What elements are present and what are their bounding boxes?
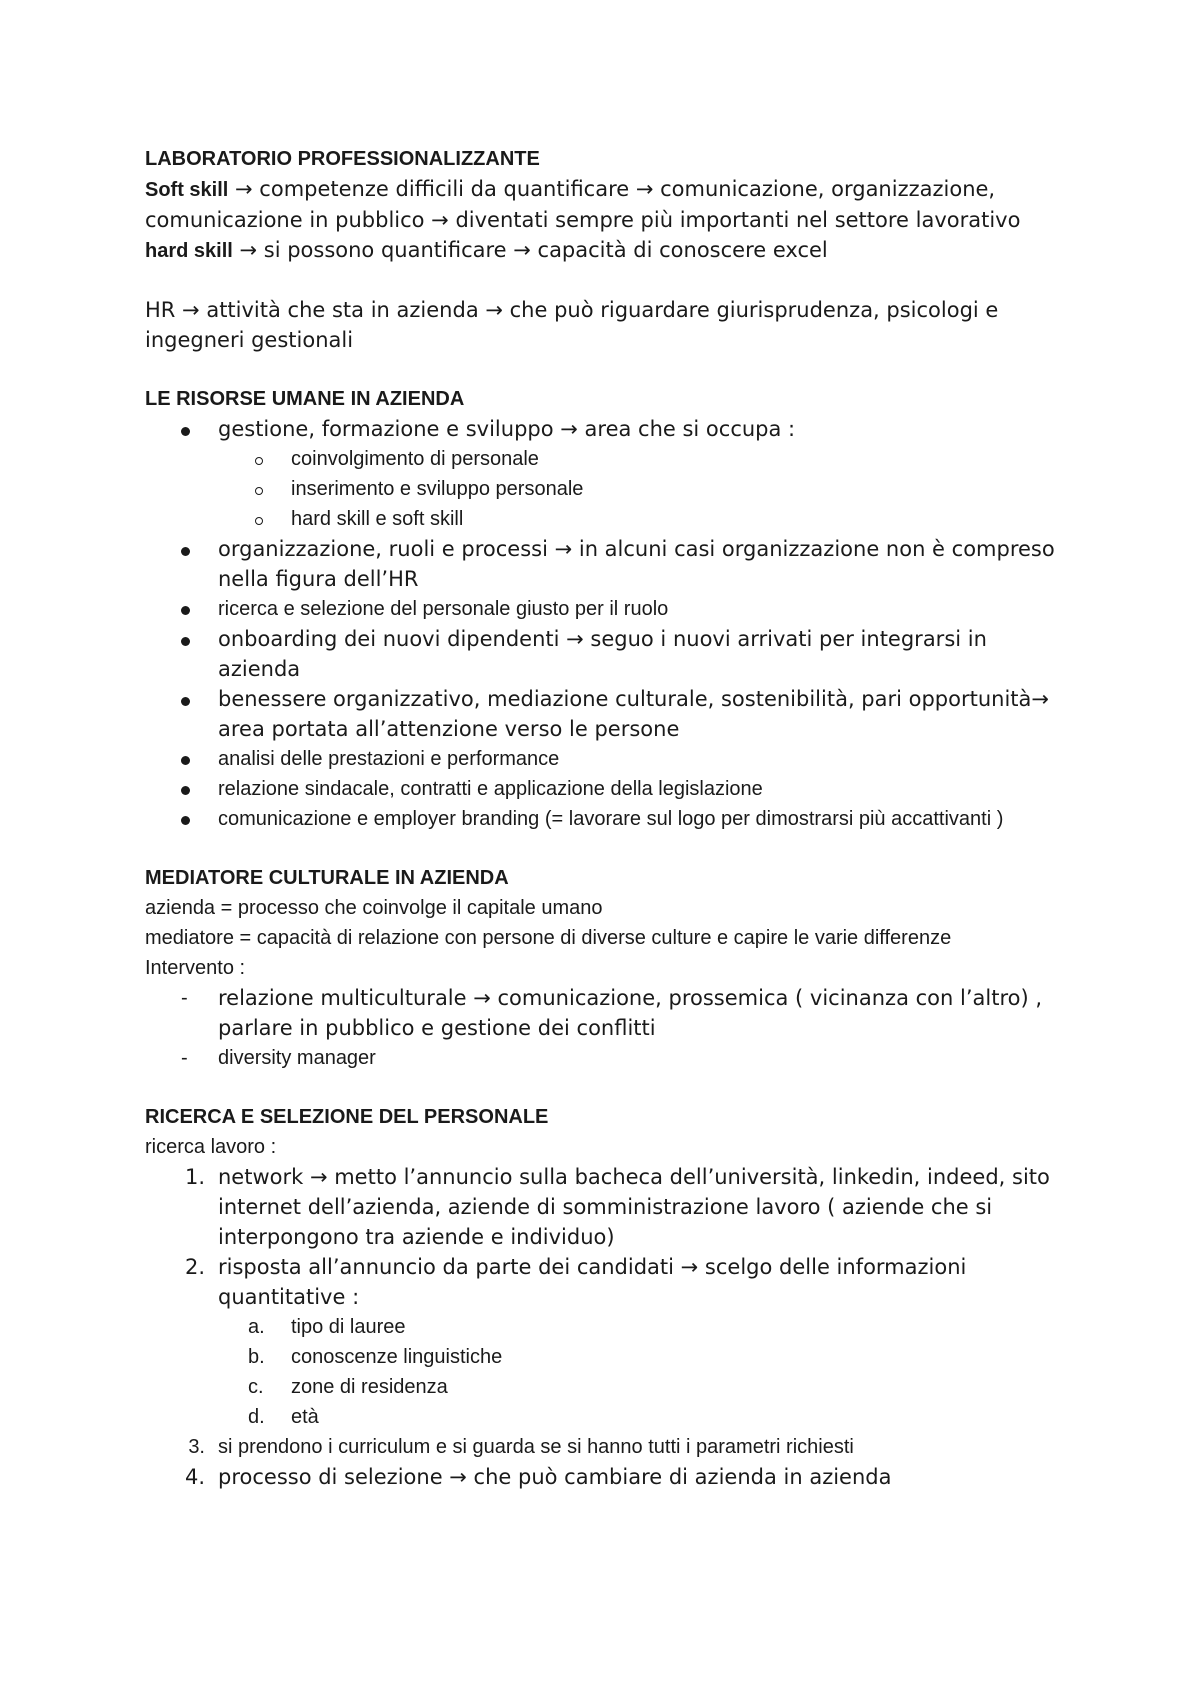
bullet-dot-icon xyxy=(181,684,190,714)
document-content xyxy=(145,144,1065,1492)
list-number: 3. xyxy=(188,1436,205,1458)
bullet-dot-icon xyxy=(181,624,190,654)
list-item: d. età xyxy=(145,1402,1065,1432)
section-title-risorse-umane: LE RISORSE UMANE IN AZIENDA xyxy=(145,388,465,410)
bullet-circle-icon xyxy=(255,474,263,504)
bullet-dot-icon xyxy=(181,594,190,624)
dash-marker: - xyxy=(181,1047,188,1069)
bullet-dot-icon xyxy=(181,804,190,834)
list-item: hard skill e soft skill xyxy=(145,504,1065,534)
list-item: ricerca e selezione del personale giusto per il ruolo xyxy=(145,594,1065,624)
hr-paragraph: HR → attività che sta in azienda → che può riguardare giurisprudenza, psicologi e ingegneri gestionali xyxy=(145,298,999,352)
ricerca-lavoro-label: ricerca lavoro : xyxy=(145,1136,277,1158)
soft-skill-label: Soft skill xyxy=(145,179,229,201)
list-item: b. conoscenze linguistiche xyxy=(145,1342,1065,1372)
hard-skill-label: hard skill xyxy=(145,240,233,262)
list-item: inserimento e sviluppo personale xyxy=(145,474,1065,504)
hr-areas-list xyxy=(145,414,1065,834)
list-number: 4. xyxy=(184,1465,205,1489)
list-item: comunicazione e employer branding (= lavorare sul logo per dimostrarsi più accattivanti ) xyxy=(145,804,1065,834)
mediatore-definition: mediatore = capacità di relazione con persone di diverse culture e capire le varie differenze xyxy=(145,927,952,949)
list-item: - diversity manager xyxy=(145,1043,1065,1073)
list-item: 4. processo di selezione → che può cambiare di azienda in azienda xyxy=(145,1462,1065,1492)
list-item: 2. risposta all’annuncio da parte dei candidati → scelgo delle informazioni quantitative : xyxy=(145,1252,1065,1312)
list-item: analisi delle prestazioni e performance xyxy=(145,744,1065,774)
list-item: coinvolgimento di personale xyxy=(145,444,1065,474)
hard-skill-text: → si possono quantificare → capacità di conoscere excel xyxy=(232,238,828,262)
list-item: relazione sindacale, contratti e applicazione della legislazione xyxy=(145,774,1065,804)
list-number: 2. xyxy=(184,1255,205,1279)
bullet-dot-icon xyxy=(181,534,190,564)
intervento-label: Intervento : xyxy=(145,957,246,979)
bullet-dot-icon xyxy=(181,744,190,774)
intervento-list xyxy=(145,983,1065,1073)
list-number: 1. xyxy=(184,1165,205,1189)
list-item: benessere organizzativo, mediazione culturale, sostenibilità, pari opportunità→ area portata all’attenzione verso le persone xyxy=(145,684,1065,744)
dash-marker: - xyxy=(181,987,188,1009)
list-item: c. zone di residenza xyxy=(145,1372,1065,1402)
bullet-circle-icon xyxy=(255,504,263,534)
list-letter: c. xyxy=(248,1376,264,1398)
section-title-mediatore: MEDIATORE CULTURALE IN AZIENDA xyxy=(145,867,509,889)
bullet-dot-icon xyxy=(181,414,190,444)
list-item: a. tipo di lauree xyxy=(145,1312,1065,1342)
list-item: 3. si prendono i curriculum e si guarda se si hanno tutti i parametri richiesti xyxy=(145,1432,1065,1462)
list-item: 1. network → metto l’annuncio sulla bacheca dell’università, linkedin, indeed, sito internet dell’azienda, aziende di somministrazione lavoro ( aziende che si interpongono tra aziende e individuo) xyxy=(145,1162,1065,1252)
list-letter: d. xyxy=(248,1406,265,1428)
list-letter: b. xyxy=(248,1346,265,1368)
list-item: onboarding dei nuovi dipendenti → seguo i nuovi arrivati per integrarsi in azienda xyxy=(145,624,1065,684)
azienda-definition: azienda = processo che coinvolge il capitale umano xyxy=(145,897,603,919)
bullet-circle-icon xyxy=(255,444,263,474)
soft-skill-paragraph xyxy=(145,174,1065,235)
section-title-ricerca-selezione: RICERCA E SELEZIONE DEL PERSONALE xyxy=(145,1106,549,1128)
section-title-laboratorio: LABORATORIO PROFESSIONALIZZANTE xyxy=(145,148,540,170)
bullet-dot-icon xyxy=(181,774,190,804)
selection-steps-list xyxy=(145,1162,1065,1492)
list-item: organizzazione, ruoli e processi → in alcuni casi organizzazione non è compreso nella figura dell’HR xyxy=(145,534,1065,594)
hard-skill-paragraph xyxy=(145,235,1065,266)
list-letter: a. xyxy=(248,1316,265,1338)
soft-skill-text: → competenze difficili da quantificare → comunicazione, organizzazione, comunicazione in pubblico → diventati sempre più importanti nel settore lavorativo xyxy=(145,177,1021,232)
list-item: - relazione multiculturale → comunicazione, prossemica ( vicinanza con l’altro) , parlare in pubblico e gestione dei conflitti xyxy=(145,983,1065,1043)
list-item: gestione, formazione e sviluppo → area che si occupa : xyxy=(145,414,1065,444)
